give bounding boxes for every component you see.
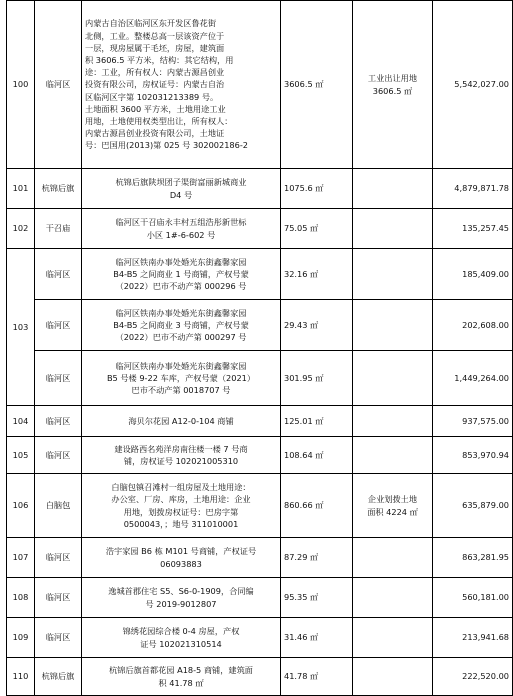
note-cell (353, 351, 433, 406)
description-cell (82, 658, 281, 696)
district-cell: 临河区 (35, 618, 82, 658)
district-cell: 临河区 (35, 249, 82, 300)
description-line: 杭锦后旗陕坝团子渠街富丽新城商业 (115, 177, 247, 188)
description-cell (82, 351, 281, 406)
price-cell: 635,879.00 (433, 474, 513, 538)
description-line: 内蒙古源昌创业投资有限公司，土地证 (85, 128, 225, 139)
description-line: 小区 1#-6-602 号 (146, 229, 216, 240)
description-line: 白脑包镇召滩村一组房屋及土地用途： (111, 482, 251, 493)
description-line: 用地，土地使用权类型出让，所有权人： (85, 116, 233, 126)
item-number: 105 (7, 437, 35, 474)
district-cell: 杭锦后旗 (35, 169, 82, 209)
description-line: B4-B5 之间商业 3 号商铺，产权号蒙 (113, 319, 249, 330)
table-row (7, 300, 513, 351)
description-line: 途：工业，所有权人：内蒙古源昌创业 (85, 67, 225, 78)
description-cell (82, 437, 281, 474)
item-number: 106 (7, 474, 35, 538)
table-row (7, 351, 513, 406)
note-cell (353, 618, 433, 658)
description-line: 0500043，；地号 311010001 (123, 518, 239, 529)
item-number: 100 (7, 1, 35, 169)
description-line: 区临河区字第 102031213389 号。 (85, 91, 219, 102)
area-cell: 29.43 ㎡ (281, 300, 353, 351)
assets-table (6, 0, 513, 696)
price-cell: 135,257.45 (433, 209, 513, 249)
note-cell (353, 406, 433, 437)
description-line: 铺，房权证号 102021005310 (123, 456, 239, 466)
description-line: 北侧，工业。整楼总高一层该资产位于 (85, 30, 225, 41)
description-cell (82, 169, 281, 209)
description-line: 号：巴国用(2013)第 025 号 302002186-2 (85, 140, 249, 151)
price-cell: 5,542,027.00 (433, 1, 513, 169)
table-row (7, 578, 513, 618)
description-cell (82, 406, 281, 437)
note-cell (353, 249, 433, 300)
description-line: （2022）巴市不动产第 000297 号 (115, 332, 247, 343)
description-line: B5 号楼 9-22 车库，产权号蒙（2021） (106, 372, 256, 383)
table-row (7, 1, 513, 169)
price-cell: 1,449,264.00 (433, 351, 513, 406)
description-line: 锦绣花园综合楼 0-4 房屋，产权 (122, 626, 240, 637)
table-row (7, 406, 513, 437)
description-line: D4 号 (169, 189, 193, 200)
price-cell: 185,409.00 (433, 249, 513, 300)
table-row (7, 538, 513, 578)
note-cell (353, 1, 433, 169)
district-cell: 临河区 (35, 538, 82, 578)
note-line: 工业出让用地 (367, 73, 418, 84)
description-line: 积 41.78 ㎡ (158, 677, 204, 688)
area-cell: 75.05 ㎡ (281, 209, 353, 249)
item-number: 102 (7, 209, 35, 249)
district-cell: 临河区 (35, 300, 82, 351)
area-cell: 125.01 ㎡ (281, 406, 353, 437)
description-line: 一层，现房屋属于毛坯，房屋，建筑面 (85, 42, 225, 53)
price-cell: 560,181.00 (433, 578, 513, 618)
item-number: 108 (7, 578, 35, 618)
note-cell (353, 300, 433, 351)
price-cell: 213,941.68 (433, 618, 513, 658)
description-line: 杭锦后旗首都花园 A18-5 商铺，建筑面 (108, 665, 253, 676)
district-cell: 临河区 (35, 437, 82, 474)
item-number: 110 (7, 658, 35, 696)
price-cell: 863,281.95 (433, 538, 513, 578)
description-line: 巴市不动产第 0018707 号 (131, 385, 231, 396)
price-cell: 937,575.00 (433, 406, 513, 437)
description-line: 临河区铁南办事处婚光东街鑫馨家园 (115, 256, 247, 267)
district-cell: 干召庙 (35, 209, 82, 249)
area-cell: 95.35 ㎡ (281, 578, 353, 618)
item-number: 103 (7, 249, 35, 406)
description-line: 投资有限公司，房权证号：内蒙古自治 (85, 79, 225, 90)
description-line: 海贝尔花园 A12-0-104 商铺 (128, 415, 234, 426)
description-line: 临河区铁南办事处婚光东街鑫馨家园 (115, 360, 247, 371)
note-cell (353, 169, 433, 209)
area-cell: 1075.6 ㎡ (281, 169, 353, 209)
description-cell (82, 249, 281, 300)
table-row (7, 618, 513, 658)
description-cell (82, 474, 281, 538)
description-cell (82, 578, 281, 618)
description-cell (82, 300, 281, 351)
area-cell: 108.64 ㎡ (281, 437, 353, 474)
table-row (7, 169, 513, 209)
area-cell: 3606.5 ㎡ (281, 1, 353, 169)
district-cell: 临河区 (35, 1, 82, 169)
district-cell: 白脑包 (35, 474, 82, 538)
description-line: 临河区铁南办事处婚光东街鑫馨家园 (115, 307, 247, 318)
note-line: 面积 4224 ㎡ (367, 506, 418, 517)
description-cell (82, 618, 281, 658)
area-cell: 41.78 ㎡ (281, 658, 353, 696)
note-cell (353, 538, 433, 578)
description-cell (82, 1, 281, 169)
item-number: 104 (7, 406, 35, 437)
table-row (7, 209, 513, 249)
price-cell: 4,879,871.78 (433, 169, 513, 209)
description-line: 06093883 (160, 558, 202, 569)
note-line: 企业划拨土地 (367, 494, 418, 505)
item-number: 101 (7, 169, 35, 209)
note-cell (353, 474, 433, 538)
description-line: B4-B5 之间商业 1 号商铺，产权号蒙 (113, 268, 249, 279)
description-cell (82, 209, 281, 249)
description-line: 号 2019-9012807 (145, 598, 217, 609)
description-line: （2022）巴市不动产第 000296 号 (115, 281, 247, 292)
description-line: 逸城首郡住宅 S5、S6-0-1909，合同编 (108, 586, 254, 597)
description-line: 建设路西名苑洋房南往楼一楼 7 号商 (114, 443, 248, 454)
description-line: 用地，划拨房权证号：巴房字第 (123, 506, 239, 517)
table-row (7, 474, 513, 538)
district-cell: 杭锦后旗 (35, 658, 82, 696)
note-cell (353, 658, 433, 696)
table-row (7, 437, 513, 474)
district-cell: 临河区 (35, 578, 82, 618)
district-cell: 临河区 (35, 351, 82, 406)
district-cell: 临河区 (35, 406, 82, 437)
description-line: 土地面积 3600 平方米，土地用途工业 (85, 103, 226, 114)
price-cell: 853,970.94 (433, 437, 513, 474)
note-cell (353, 578, 433, 618)
description-line: 浩宇家园 B6 栋 M101 号商铺，产权证号 (105, 546, 257, 557)
note-line: 3606.5 ㎡ (372, 85, 413, 96)
area-cell: 31.46 ㎡ (281, 618, 353, 658)
description-line: 内蒙古自治区临河区东开发区鲁花街 (85, 18, 217, 29)
area-cell: 860.66 ㎡ (281, 474, 353, 538)
description-cell (82, 538, 281, 578)
note-cell (353, 209, 433, 249)
item-number: 107 (7, 538, 35, 578)
table-row (7, 658, 513, 696)
description-line: 证号 102021310514 (140, 638, 222, 649)
description-line: 办公室、厂房、库房，土地用途：企业 (111, 494, 251, 505)
note-cell (353, 437, 433, 474)
price-cell: 222,520.00 (433, 658, 513, 696)
item-number: 109 (7, 618, 35, 658)
price-cell: 202,608.00 (433, 300, 513, 351)
area-cell: 32.16 ㎡ (281, 249, 353, 300)
area-cell: 87.29 ㎡ (281, 538, 353, 578)
description-line: 临河区干召庙永丰村五组浩彤新世标 (115, 217, 247, 228)
description-line: 积 3606.5 平方米，结构：其它结构，用 (85, 54, 234, 65)
table-row (7, 249, 513, 300)
area-cell: 301.95 ㎡ (281, 351, 353, 406)
